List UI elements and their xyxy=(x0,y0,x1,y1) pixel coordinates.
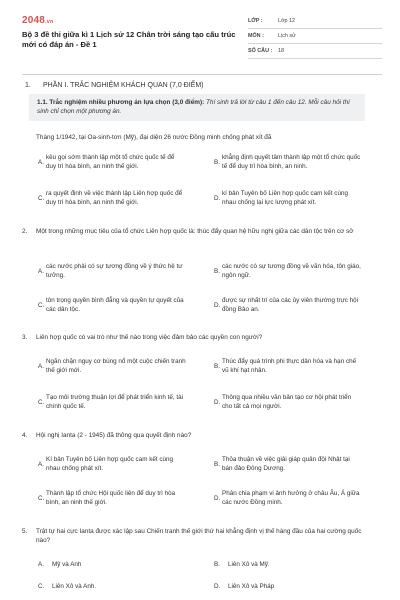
question-stem: Một trong những mục tiêu của tổ chức Liên hợp quốc là: thúc đẩy quan hệ hữu nghị giữa các dân tộc trên cơ sở xyxy=(36,228,354,235)
question-number: 2. xyxy=(22,228,28,235)
meta-value: 18 xyxy=(278,48,284,54)
option-text: Thông qua nhiều văn bản tạo cơ hội phát triển cho tất cả mọi người. xyxy=(222,394,352,411)
question-1-text: Tháng 1/1942, tại Oa-sinh-tơn (Mỹ), đại diện 26 nước Đồng minh chống phát xít đã xyxy=(36,134,272,141)
option-letter: D. xyxy=(214,495,221,502)
option-text: tôn trọng quyền bình đẳng và quyền tự quyết của các dân tộc. xyxy=(46,297,184,314)
option-text: khẳng định quyết tâm thành lập một tổ chức quốc tế để duy trì hòa bình, an ninh. xyxy=(222,154,361,171)
site-logo[interactable] xyxy=(22,15,54,26)
question-number: 4. xyxy=(22,432,28,439)
option-letter: A. xyxy=(38,461,44,468)
option-text: Ngăn chặn nguy cơ bùng nổ một cuộc chiến tranh thế giới mới. xyxy=(46,358,186,375)
option-text: các nước phải có sự tương đồng về ý thức hệ tư tưởng. xyxy=(46,263,183,280)
option-letter: B. xyxy=(214,461,220,468)
option-letter: B. xyxy=(214,561,220,568)
section-number: 1. xyxy=(25,82,31,89)
option-letter: B. xyxy=(214,268,220,275)
question-stem: Trật tự hai cực Ianta được xác lập sau Chiến tranh thế giới thứ hai khẳng định vị thế hàng đầu của hai cường quốc nào? xyxy=(36,528,362,544)
option-letter: B. xyxy=(214,363,220,370)
option-text: Thỏa thuận về việc giải giáp quân đội Nhật tại bán đảo Đông Dương. xyxy=(222,456,350,473)
subsection-heading: 1.1. Trắc nghiệm nhiều phương án lựa chọn (3,0 điểm): xyxy=(37,99,205,106)
question-4-text xyxy=(22,432,366,441)
question-5-text xyxy=(22,528,366,546)
option-text: Thúc đẩy quá trình phi thực dân hóa và hạn chế vũ khí hạt nhân. xyxy=(222,358,357,375)
option-letter: D. xyxy=(214,583,221,590)
subsection-instruction-text: Thí sinh trả lời từ câu 1 đến câu 12. Mỗi câu hỏi thí sinh chỉ chọn một phương án. xyxy=(37,99,350,116)
option-text: ra quyết định về việc thành lập Liên hợp quốc để duy trì hòa bình, an ninh thế giới. xyxy=(46,190,183,207)
option-text: Mỹ và Anh xyxy=(52,561,82,568)
meta-table xyxy=(248,14,382,59)
question-stem: Hội nghị Ianta (2 - 1945) đã thông qua quyết định nào? xyxy=(36,432,192,439)
document-header xyxy=(22,12,382,78)
logo-text: 2048 xyxy=(22,15,46,26)
question-2-text xyxy=(22,228,366,237)
option-letter: D. xyxy=(214,302,221,309)
subsection-instructions xyxy=(29,94,365,121)
option-letter: D. xyxy=(214,195,221,202)
meta-label: LỚP : xyxy=(248,18,263,24)
document-title: Bộ 3 đề thi giữa kì 1 Lịch sử 12 Chân trời sáng tạo cấu trúc mới có đáp án - Đề 1 xyxy=(22,30,236,50)
option-text: các nước có sự tương đồng về văn hóa, tôn giáo, ngôn ngữ. xyxy=(222,263,361,280)
meta-label: SỐ CÂU : xyxy=(248,48,273,54)
meta-row-count xyxy=(248,44,382,59)
meta-label: MÔN : xyxy=(248,33,264,39)
option-letter: B. xyxy=(214,159,220,166)
option-letter: C. xyxy=(38,583,45,590)
option-letter: C. xyxy=(38,302,45,309)
option-text: kêu gọi sớm thành lập một tổ chức quốc tế để duy trì hòa bình, an ninh thế giới. xyxy=(46,154,175,171)
question-number: 3. xyxy=(22,334,28,341)
option-text: Kí bản Tuyên bố Liên hợp quốc cam kết cùng nhau chống phát xít. xyxy=(46,456,174,473)
option-letter: D. xyxy=(214,399,221,406)
option-text: kí bản Tuyên bố Liên hợp quốc cam kết cùng nhau chống lại lực lượng phát xít. xyxy=(222,190,348,207)
option-text: Thành lập tổ chức Hội quốc liên để duy trì hòa bình, an ninh thế giới. xyxy=(46,490,176,507)
section-title xyxy=(25,82,204,89)
option-letter: C. xyxy=(38,195,45,202)
option-text: Liên Xô và Pháp xyxy=(228,583,275,590)
section-title-text: PHẦN I. TRẮC NGHIỆM KHÁCH QUAN (7,0 ĐIỂM) xyxy=(43,82,204,89)
option-text: Liên Xô và Anh. xyxy=(52,583,97,590)
question-3-text xyxy=(22,334,366,343)
option-letter: A. xyxy=(38,561,44,568)
option-letter: C. xyxy=(38,399,45,406)
option-letter: C. xyxy=(38,495,45,502)
option-text: Liên Xô và Mỹ. xyxy=(228,561,270,568)
option-letter: A. xyxy=(38,268,44,275)
question-number: 5. xyxy=(22,528,28,535)
option-text: Tạo môi trường thuận lợi để phát triển kinh tế, tài chính quốc tế. xyxy=(46,394,184,411)
header-divider xyxy=(22,74,382,75)
meta-row-subject xyxy=(248,29,382,44)
option-letter: A. xyxy=(38,363,44,370)
meta-row-class xyxy=(248,14,382,29)
option-letter: A. xyxy=(38,159,44,166)
option-text: được sự nhất trí của các ủy viên thường trực hội đồng Bảo an. xyxy=(222,297,359,314)
meta-value: Lịch sử xyxy=(278,33,296,39)
option-text: Phân chia phạm vi ảnh hưởng ở châu Âu, Á giữa các nước Đồng minh. xyxy=(222,490,360,507)
meta-value: Lớp 12 xyxy=(278,18,296,24)
logo-suffix: .vn xyxy=(45,19,54,25)
question-stem: Liên hợp quốc có vai trò như thế nào trong việc đảm bảo các quyền con người? xyxy=(36,334,263,341)
